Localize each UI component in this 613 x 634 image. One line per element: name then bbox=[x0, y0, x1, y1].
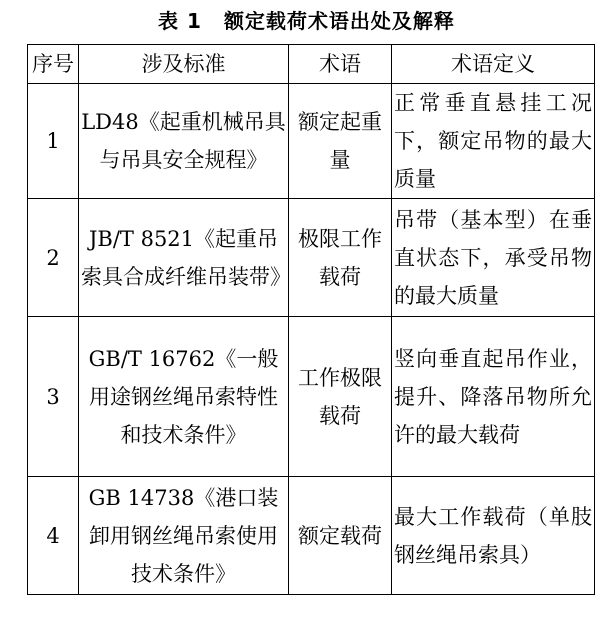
rated-load-terms-table bbox=[27, 44, 595, 595]
header-index: 序号 bbox=[28, 45, 79, 84]
table-row bbox=[28, 317, 595, 477]
cell-index: 3 bbox=[28, 317, 79, 477]
table-row bbox=[28, 84, 595, 199]
cell-term: 极限工作载荷 bbox=[289, 199, 392, 317]
table-title: 额定载荷术语出处及解释 bbox=[223, 9, 455, 33]
cell-definition: 竖向垂直起吊作业，提升、降落吊物所允许的最大载荷 bbox=[392, 317, 595, 477]
cell-standard: LD48《起重机械吊具与吊具安全规程》 bbox=[79, 84, 289, 199]
cell-definition: 最大工作载荷（单肢钢丝绳吊索具） bbox=[392, 477, 595, 595]
header-row bbox=[28, 45, 595, 84]
cell-index: 1 bbox=[28, 84, 79, 199]
cell-standard: GB/T 16762《一般用途钢丝绳吊索特性和技术条件》 bbox=[79, 317, 289, 477]
table-caption bbox=[0, 6, 613, 36]
table-number: 表 1 bbox=[158, 9, 202, 33]
cell-term: 工作极限载荷 bbox=[289, 317, 392, 477]
cell-index: 2 bbox=[28, 199, 79, 317]
table-row bbox=[28, 477, 595, 595]
header-term: 术语 bbox=[289, 45, 392, 84]
cell-term: 额定起重量 bbox=[289, 84, 392, 199]
cell-definition: 正常垂直悬挂工况下，额定吊物的最大质量 bbox=[392, 84, 595, 199]
cell-index: 4 bbox=[28, 477, 79, 595]
cell-standard: JB/T 8521《起重吊索具合成纤维吊装带》 bbox=[79, 199, 289, 317]
cell-term: 额定载荷 bbox=[289, 477, 392, 595]
table-row bbox=[28, 199, 595, 317]
cell-definition: 吊带（基本型）在垂直状态下，承受吊物的最大质量 bbox=[392, 199, 595, 317]
header-definition: 术语定义 bbox=[392, 45, 595, 84]
cell-standard: GB 14738《港口装卸用钢丝绳吊索使用技术条件》 bbox=[79, 477, 289, 595]
header-standard: 涉及标准 bbox=[79, 45, 289, 84]
